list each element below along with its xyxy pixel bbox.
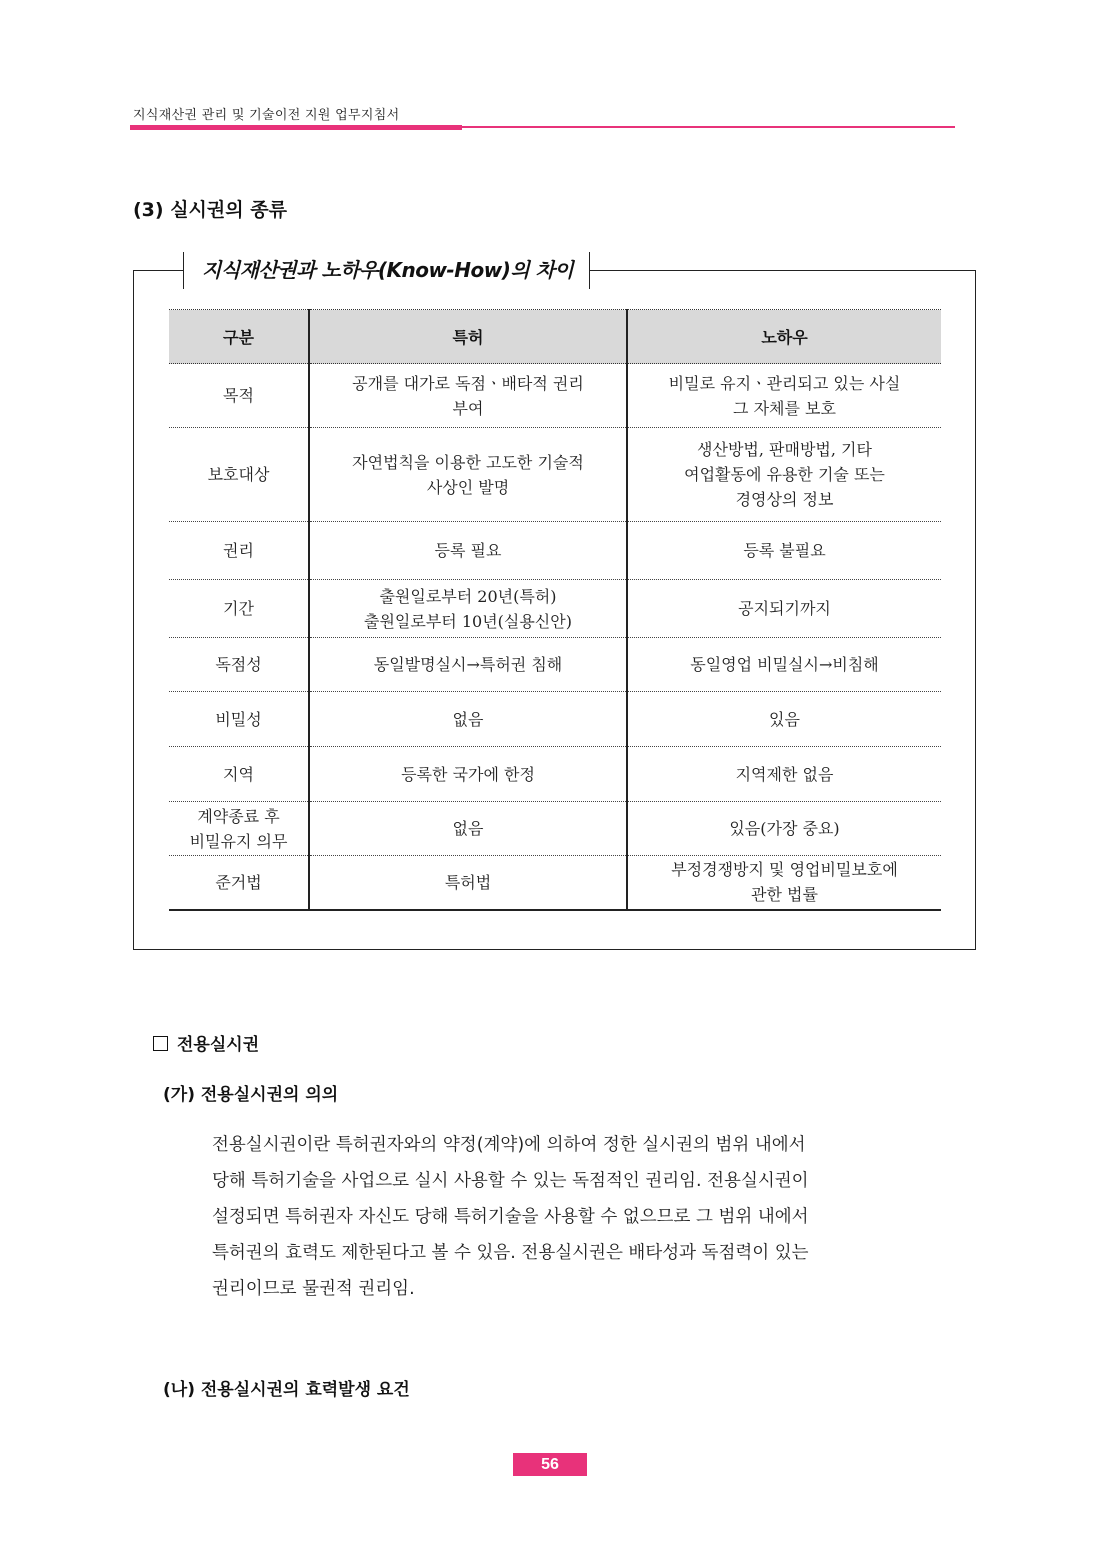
- table-cell-label: [169, 802, 309, 856]
- cell-line: 보호대상: [207, 465, 270, 484]
- table-cell-knowhow: [627, 747, 941, 802]
- table-cell-label: [169, 428, 309, 522]
- table-row: [169, 428, 941, 522]
- table-row: [169, 856, 941, 910]
- section-title: (3) 실시권의 종류: [133, 199, 287, 221]
- cell-line: 권리: [223, 541, 254, 560]
- column-header: 노하우: [627, 310, 941, 364]
- cell-line: 지역: [223, 764, 254, 784]
- paragraph-line: 당해 특허기술을 사업으로 실시 사용할 수 있는 독점적인 권리임. 전용실시권이: [212, 1171, 809, 1191]
- cell-line: 부여: [452, 398, 484, 418]
- cell-line: 비밀로 유지ㆍ관리되고 있는 사실: [668, 373, 901, 393]
- cell-line: 독점성: [215, 655, 262, 674]
- cell-line: 출원일로부터 10년(실용신안): [364, 611, 572, 631]
- cell-line: 지역제한 없음: [735, 764, 834, 784]
- table-row: [169, 747, 941, 802]
- column-header: 특허: [309, 310, 627, 364]
- table-cell-label: [169, 364, 309, 428]
- table-cell-label: [169, 522, 309, 580]
- comparison-box-title: 지식재산권과 노하우(Know-How)의 차이: [183, 252, 590, 289]
- table-cell-patent: [309, 747, 627, 802]
- cell-line: 동일영업 비밀실시→비침해: [690, 655, 879, 674]
- table-cell-patent: [309, 428, 627, 522]
- paragraph-line: 권리이므로 물권적 권리임.: [212, 1279, 415, 1299]
- cell-line: 자연법칙을 이용한 고도한 기술적: [352, 452, 584, 472]
- cell-line: 비밀유지 의무: [189, 831, 288, 851]
- paragraph-a: [212, 1127, 968, 1307]
- cell-line: 사상인 발명: [426, 477, 510, 497]
- table-cell-label: [169, 580, 309, 638]
- cell-line: 동일발명실시→특허권 침해: [373, 655, 563, 674]
- subheading-a: (가) 전용실시권의 의의: [163, 1085, 339, 1105]
- table-cell-knowhow: [627, 638, 941, 692]
- table-cell-knowhow: [627, 580, 941, 638]
- table-header-row: [169, 310, 941, 364]
- column-header: 구분: [169, 310, 309, 364]
- paragraph-line: 설정되면 특허권자 자신도 당해 특허기술을 사용할 수 없으므로 그 범위 내에서: [212, 1207, 809, 1227]
- cell-line: 계약종료 후: [197, 806, 280, 826]
- comparison-table: [169, 309, 941, 911]
- page-number: 56: [513, 1453, 587, 1476]
- cell-line: 생산방법, 판매방법, 기타: [697, 440, 872, 459]
- cell-line: 경영상의 정보: [735, 490, 834, 509]
- cell-line: 목적: [223, 386, 254, 405]
- paragraph-line: 특허권의 효력도 제한된다고 볼 수 있음. 전용실시권은 배타성과 독점력이 있는: [212, 1243, 809, 1263]
- checkbox-bullet-icon: [153, 1036, 168, 1051]
- cell-line: 준거법: [215, 872, 262, 892]
- cell-line: 등록 불필요: [743, 541, 826, 560]
- cell-line: 있음: [769, 709, 800, 729]
- table-cell-knowhow: [627, 692, 941, 747]
- table-cell-knowhow: [627, 802, 941, 856]
- table-cell-patent: [309, 802, 627, 856]
- cell-line: 특허법: [444, 872, 492, 892]
- cell-line: 있음(가장 중요): [729, 819, 840, 838]
- cell-line: 그 자체를 보호: [733, 398, 836, 418]
- running-header: 지식재산권 관리 및 기술이전 지원 업무지침서: [133, 108, 400, 123]
- cell-line: 공지되기까지: [738, 599, 831, 618]
- table-cell-patent: [309, 692, 627, 747]
- table-cell-knowhow: [627, 428, 941, 522]
- table-row: [169, 638, 941, 692]
- table-cell-patent: [309, 638, 627, 692]
- table-cell-knowhow: [627, 856, 941, 910]
- table-row: [169, 580, 941, 638]
- table-cell-patent: [309, 522, 627, 580]
- table-row: [169, 522, 941, 580]
- cell-line: 등록한 국가에 한정: [401, 764, 535, 784]
- cell-line: 관한 법률: [751, 885, 818, 905]
- cell-line: 부정경쟁방지 및 영업비밀보호에: [671, 860, 898, 880]
- table-cell-knowhow: [627, 522, 941, 580]
- cell-line: 등록 필요: [434, 541, 502, 560]
- subheading-b: (나) 전용실시권의 효력발생 요건: [163, 1380, 410, 1400]
- table-cell-patent: [309, 364, 627, 428]
- cell-line: 없음: [452, 709, 484, 729]
- cell-line: 여업활동에 유용한 기술 또는: [684, 465, 885, 484]
- table-cell-label: [169, 638, 309, 692]
- exclusive-license-heading-text: 전용실시권: [177, 1035, 260, 1055]
- exclusive-license-heading: [153, 1030, 259, 1055]
- paragraph-line: 전용실시권이란 특허권자와의 약정(계약)에 의하여 정한 실시권의 범위 내에서: [212, 1135, 806, 1155]
- table-cell-label: [169, 692, 309, 747]
- table-row: [169, 692, 941, 747]
- cell-line: 비밀성: [215, 709, 262, 729]
- table-row: [169, 364, 941, 428]
- table-cell-label: [169, 747, 309, 802]
- cell-line: 공개를 대가로 독점ㆍ배타적 권리: [352, 373, 584, 393]
- table-cell-patent: [309, 856, 627, 910]
- cell-line: 기간: [223, 599, 254, 618]
- header-rule-accent: [130, 125, 462, 130]
- table-cell-label: [169, 856, 309, 910]
- table-row: [169, 802, 941, 856]
- cell-line: 출원일로부터 20년(특허): [379, 586, 557, 606]
- cell-line: 없음: [452, 819, 484, 838]
- table-cell-knowhow: [627, 364, 941, 428]
- table-cell-patent: [309, 580, 627, 638]
